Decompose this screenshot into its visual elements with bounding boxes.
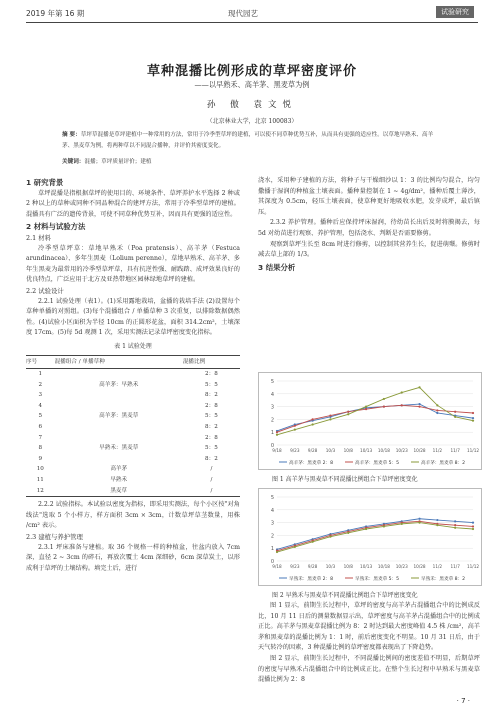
y-tick-label: 0 bbox=[270, 443, 274, 449]
series-line bbox=[277, 523, 473, 552]
table-cell bbox=[55, 454, 183, 465]
x-tick-label: 11/12 bbox=[466, 564, 480, 569]
table-cell: 8：2 bbox=[205, 424, 218, 431]
data-point bbox=[436, 412, 438, 414]
issue-label: 2019 年第 16 期 bbox=[26, 9, 85, 18]
x-tick-label: 10/3 bbox=[325, 448, 336, 453]
table-row bbox=[26, 422, 240, 433]
right-column-top bbox=[258, 176, 480, 273]
data-point bbox=[276, 434, 278, 436]
table-cell: 10 bbox=[36, 466, 44, 473]
data-point bbox=[365, 406, 367, 408]
paragraph: 2.3.1 坪床准备与建植。取 36 个规格一样的种植盆，往盆内放入 7cm 深，直径 2 ~ 3cm 的碎石，再放次覆土 4cm 深细砂，6cm 深草炭土，以形成利于草坪的土壤结构。填完土后，进行 bbox=[26, 543, 240, 572]
x-tick-label: 10/18 bbox=[377, 564, 390, 569]
data-point bbox=[454, 520, 456, 522]
data-point bbox=[347, 532, 349, 534]
table-cell: 4 bbox=[38, 402, 43, 409]
data-point bbox=[329, 536, 331, 538]
data-point bbox=[383, 525, 385, 527]
y-tick-label: 5 bbox=[270, 495, 274, 501]
table-cell: 6 bbox=[38, 424, 43, 431]
table-cell: 3 bbox=[38, 392, 43, 399]
density-chart-1 bbox=[258, 372, 482, 470]
x-tick-label: 9/18 bbox=[272, 448, 282, 453]
table-cell: 11 bbox=[36, 477, 44, 484]
data-point bbox=[294, 425, 296, 427]
right-column-bottom bbox=[258, 601, 480, 686]
data-point bbox=[329, 418, 331, 420]
table-cell bbox=[55, 433, 183, 444]
running-header bbox=[0, 0, 504, 28]
data-point bbox=[472, 522, 474, 524]
table-cell: 2：8 bbox=[205, 371, 218, 378]
y-tick-label: 3 bbox=[270, 520, 274, 527]
table-row bbox=[26, 411, 240, 422]
figure-caption: 图 1 高羊茅与黑麦草不同混播比例组合下草坪密度变化 bbox=[272, 476, 418, 483]
x-tick-label: 10/13 bbox=[360, 448, 373, 453]
table-cell: 7 bbox=[38, 434, 43, 441]
table-row bbox=[26, 475, 240, 486]
table-row bbox=[26, 380, 240, 391]
table-cell: 9 bbox=[38, 455, 43, 462]
table-cell: / bbox=[210, 477, 213, 484]
x-tick-label: 11/2 bbox=[432, 564, 443, 569]
data-point bbox=[454, 524, 456, 526]
abstract bbox=[62, 130, 442, 151]
section-badge: 试验研究 bbox=[436, 6, 474, 18]
table-cell: 8 bbox=[38, 445, 43, 452]
table-cell: 高羊茅：早熟禾 bbox=[99, 381, 139, 388]
header-rule bbox=[26, 22, 478, 23]
table-row bbox=[26, 401, 240, 412]
data-point bbox=[347, 411, 349, 413]
data-point bbox=[401, 391, 403, 393]
keywords bbox=[62, 157, 442, 165]
data-point bbox=[418, 518, 420, 520]
data-point bbox=[454, 416, 456, 418]
paper-title: 草种混播比例形成的草坪密度评价 bbox=[146, 64, 357, 79]
data-point bbox=[312, 423, 314, 425]
table-row bbox=[26, 443, 240, 454]
table-cell: 2 bbox=[38, 381, 43, 388]
data-point bbox=[383, 406, 385, 408]
section-heading: 2 材料与试验方法 bbox=[26, 222, 86, 232]
page-number: · 7 · bbox=[456, 697, 470, 705]
data-point bbox=[454, 411, 456, 413]
x-tick-label: 10/28 bbox=[413, 564, 426, 569]
table-cell: 5：5 bbox=[205, 381, 218, 388]
x-tick-label: 9/23 bbox=[290, 448, 300, 453]
y-tick-label: 5 bbox=[270, 379, 274, 385]
x-tick-label: 9/18 bbox=[272, 564, 282, 569]
subsection-heading: 2.3 建植与养护管理 bbox=[26, 533, 83, 541]
table-cell: 高羊茅 bbox=[110, 466, 128, 473]
data-point bbox=[472, 420, 474, 422]
x-tick-label: 10/28 bbox=[413, 448, 426, 453]
data-point bbox=[365, 408, 367, 410]
table-header: 序号 bbox=[26, 355, 55, 369]
table-row bbox=[26, 433, 240, 444]
data-point bbox=[472, 412, 474, 414]
keywords-label: 关键词： bbox=[62, 159, 85, 165]
data-point bbox=[365, 528, 367, 530]
paragraph: 2.2.1 试验处理（表1）。(1)采用露地栽培，盆播的栽培手法 (2)设置每个草种单播的对照组。(3)每个混播组合 / 单播草种 3 次重复，以排除数据偶然性。(4)试验小区面积为半径 10cm 的正圆形花盆，面积 314.2cm²，土壤深度 17cm。(5)每 5d 观测 1 次，采用实测法记录草坪密度变化指标。 bbox=[26, 297, 240, 337]
x-tick-label: 10/3 bbox=[325, 564, 336, 569]
table-cell: 5：5 bbox=[205, 413, 218, 420]
x-tick-label: 10/8 bbox=[343, 448, 353, 453]
data-point bbox=[294, 429, 296, 431]
y-tick-label: 4 bbox=[270, 507, 274, 514]
data-point bbox=[472, 417, 474, 419]
table-cell: 早熟禾：黑麦草 bbox=[99, 445, 139, 452]
table-cell bbox=[55, 390, 183, 401]
figure-caption: 图 2 早熟禾与黑麦草不同混播比例组合下草坪密度变化 bbox=[272, 592, 418, 599]
section-heading: 3 结果分析 bbox=[258, 262, 296, 272]
subsection-heading: 2.1 材料 bbox=[26, 233, 51, 242]
legend-label: 高羊茅：黑麦草 5：5 bbox=[355, 461, 400, 466]
paragraph: 图 2 显示，前期生长过程中，不同混播比例间的密度差值不明显，后期草坪的密度与早熟禾占混播组合中的比例成正比。在整个生长过程中早熟禾与黑麦草混播比例为 2：8 bbox=[258, 654, 480, 684]
table-cell: 2：8 bbox=[205, 402, 218, 409]
data-point bbox=[436, 519, 438, 521]
data-point bbox=[401, 404, 403, 406]
legend-label: 高羊茅：黑麦草 2：8 bbox=[289, 461, 334, 466]
table-cell: 2：8 bbox=[205, 434, 218, 441]
x-tick-label: 10/23 bbox=[395, 564, 408, 569]
data-point bbox=[436, 404, 438, 406]
table-cell: / bbox=[210, 466, 213, 473]
x-tick-label: 10/18 bbox=[377, 448, 390, 453]
affiliation: （北京林业大学，北京 100083） bbox=[206, 118, 298, 125]
journal-name: 现代园艺 bbox=[228, 9, 258, 18]
data-point bbox=[276, 551, 278, 553]
x-tick-label: 10/23 bbox=[395, 448, 408, 453]
paragraph: 浇水，采用种子建植的方法，将种子与干燥细沙以 1：3 的比例均匀混合，均匀撒播于湿润的种植盆土壤表面。播种量控制在 1 ~ 4g/dm²，播种后覆土薄沙，其深度为 0.5cm，轻压土壤表面，使草种更好地吸收水肥，发芽成坪，最后镇压。 bbox=[258, 177, 480, 216]
table-header: 混播组合 / 单播草种 bbox=[55, 355, 183, 369]
data-point bbox=[329, 414, 331, 416]
x-tick-label: 11/12 bbox=[466, 448, 480, 453]
density-chart-2 bbox=[258, 488, 482, 586]
data-point bbox=[312, 541, 314, 543]
legend-label: 早熟禾：黑麦草 2：8 bbox=[289, 577, 334, 582]
section-heading: 1 研究背景 bbox=[26, 178, 64, 187]
legend-label: 高羊茅：黑麦草 8：2 bbox=[421, 461, 466, 466]
table-cell: 1 bbox=[38, 371, 43, 378]
table-row bbox=[26, 454, 240, 465]
paragraph: 冷季型草坪草：草地早熟禾（Poa pratensis）、高羊茅（Festuca arundinacea）、多年生黑麦（Lolium perenne），草地早熟禾、高羊茅、多年生黑麦为最常用的冷季型草坪草，具有抗逆性强、耐践踏、成坪效果良好的优良特点，广泛应用于北方及亚热带地区园林绿地草坪的建植。 bbox=[26, 244, 240, 284]
authors: 孙 傲 袁文悦 bbox=[207, 100, 297, 110]
data-point bbox=[454, 527, 456, 529]
table-cell: 8：2 bbox=[205, 392, 218, 399]
data-point bbox=[383, 398, 385, 400]
paragraph: 2.2.2 试验指标。本试验以密度为指标，即采用实测法，每个小区按"对角线法"选取 5 个小样方，样方面积 3cm × 3cm，计数草坪草茎数量，用株 /cm² 表示。 bbox=[26, 501, 240, 530]
table-caption: 表 1 试验处理 bbox=[114, 342, 152, 350]
data-point bbox=[294, 546, 296, 548]
paragraph: 图 1 显示，前期生长过程中，草坪的密度与高羊茅占混播组合中的比例成反比，10 月 11 日后的测量数据显示出，草坪密度与高羊茅占混播组合中的比例成正比。高羊茅与黑麦草混播比例为 8：2 时达到最大密度峰值 4.5 株 /cm²，高羊茅和黑麦草的混播比例为 1：1 时，前后密度变化不明显。10 月 31 日后，由于天气转冷的因素，3 种混播比例的草坪密度都表现出了下降趋势。 bbox=[258, 602, 480, 652]
table-row bbox=[26, 390, 240, 401]
table-row bbox=[26, 464, 240, 475]
table-cell bbox=[55, 422, 183, 433]
x-tick-label: 9/28 bbox=[307, 564, 318, 569]
data-point bbox=[418, 522, 420, 524]
data-point bbox=[418, 386, 420, 388]
x-tick-label: 11/7 bbox=[450, 564, 460, 569]
paper-subtitle: ——以早熟禾、高羊茅、黑麦草为例 bbox=[194, 80, 310, 89]
abstract-text: 草坪草混播是草坪建植中一种常用的方法，常用于冷季型草坪的建植，可以使不同草种优势互补，从而具有更强的适应性。以草地早熟禾、高羊茅、黑麦草为例，将两种草以不同混合播种，并评价其密度变化。 bbox=[62, 132, 434, 149]
table-cell: / bbox=[183, 486, 240, 497]
x-tick-label: 9/23 bbox=[290, 564, 300, 569]
legend-label: 早熟禾：黑麦草 5：5 bbox=[355, 577, 400, 582]
y-tick-label: 4 bbox=[270, 391, 274, 398]
x-tick-label: 10/8 bbox=[343, 564, 353, 569]
treatment-table bbox=[26, 355, 240, 498]
abstract-label: 摘 要： bbox=[62, 132, 81, 138]
x-tick-label: 10/13 bbox=[360, 564, 373, 569]
data-point bbox=[472, 528, 474, 530]
y-tick-label: 1 bbox=[270, 430, 274, 437]
subsection-heading: 2.2 试验设计 bbox=[26, 286, 64, 295]
data-point bbox=[312, 418, 314, 420]
x-tick-label: 11/2 bbox=[432, 448, 443, 453]
keywords-text: 混播；草坪质量评价；建植 bbox=[84, 159, 152, 165]
paragraph: 2.3.2 养护管理。播种后应保持坪床湿润，待幼苗长出后及时将膜揭去，每 5d 对幼苗进行观察、养护管理，包括浇水、判断是否需要修剪。 bbox=[258, 219, 480, 237]
table-cell bbox=[55, 369, 183, 380]
y-tick-label: 3 bbox=[270, 404, 274, 411]
data-point bbox=[401, 523, 403, 525]
y-tick-label: 0 bbox=[270, 559, 274, 565]
table-cell: 12 bbox=[26, 486, 55, 497]
left-column bbox=[26, 176, 240, 574]
table-cell: 早熟禾 bbox=[110, 477, 128, 484]
table-cell: 8：2 bbox=[205, 455, 218, 462]
table-row bbox=[26, 369, 240, 380]
data-point bbox=[276, 431, 278, 433]
table-cell: 高羊茅：黑麦草 bbox=[99, 413, 139, 420]
x-tick-label: 9/28 bbox=[307, 448, 318, 453]
data-point bbox=[436, 409, 438, 411]
paragraph: 观察到草坪生长至 8cm 时进行修剪，以控制其营养生长，促进萌蘖。修剪时减去草上部的 1/3。 bbox=[258, 240, 480, 259]
paragraph: 草坪混播是指根据草坪的使用目的、环境条件、草坪养护水平选择 2 种或 2 种以上的草种或同种不同品种混合的建坪方法，常用于冷季型草坪的建植。混播具有广泛的遗传背景，可使不同草种优势互补，因而具有更强的适应性。 bbox=[26, 189, 240, 218]
y-tick-label: 2 bbox=[270, 417, 274, 424]
y-tick-label: 2 bbox=[270, 533, 274, 540]
data-point bbox=[418, 403, 420, 405]
y-tick-label: 1 bbox=[270, 546, 274, 553]
data-point bbox=[418, 406, 420, 408]
legend-label: 早熟禾：黑麦草 8：2 bbox=[421, 577, 466, 582]
data-point bbox=[347, 413, 349, 415]
table-cell bbox=[55, 401, 183, 412]
x-tick-label: 11/7 bbox=[450, 448, 460, 453]
data-point bbox=[436, 524, 438, 526]
table-cell: 黑麦草 bbox=[55, 486, 183, 497]
series-line bbox=[277, 519, 473, 550]
table-cell: 5 bbox=[38, 413, 43, 420]
table-cell: 5：5 bbox=[205, 445, 218, 452]
table-header: 混播比例 bbox=[183, 355, 240, 369]
data-point bbox=[472, 525, 474, 527]
table-row bbox=[26, 486, 240, 497]
